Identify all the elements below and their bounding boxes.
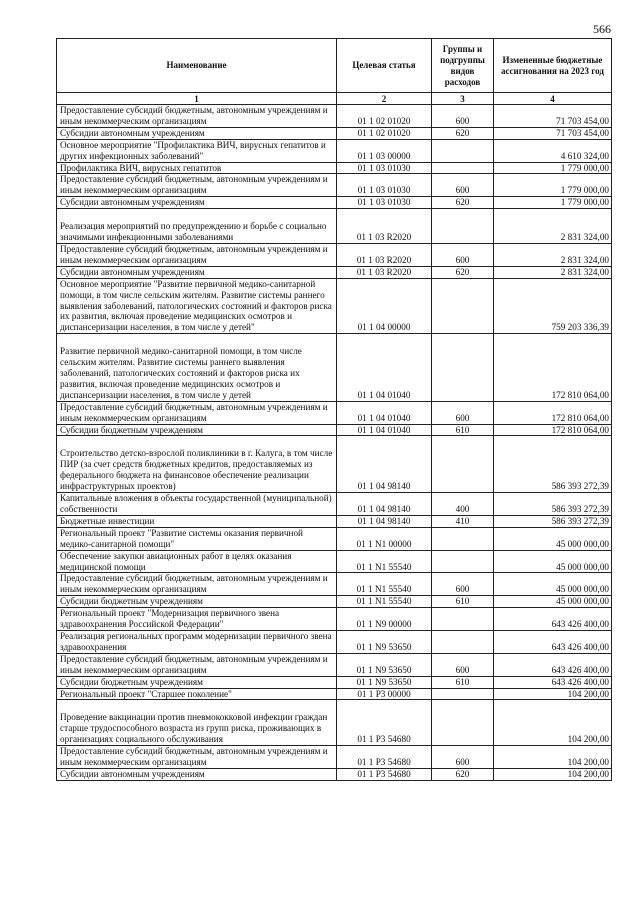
table-row [57, 573, 612, 596]
table-row [57, 209, 612, 244]
table-row [57, 527, 612, 550]
row-target-code: 01 1 04 01040 [337, 424, 432, 436]
row-name: Предоставление субсидий бюджетным, автономным учреждениям и иным некоммерческим организациям [57, 401, 337, 424]
row-amount: 2 831 324,00 [494, 266, 612, 278]
row-name: Развитие первичной медико-санитарной помощи, в том числе сельским жителям. Развитие системы раннего выявления заболеваний, патологических состояний и факторов риска их развития, включая проведение медицинских осмотров и диспансеризации населения, в том числе у детей [57, 334, 337, 402]
row-expense-group [432, 688, 494, 700]
table-header [57, 39, 612, 105]
table-row [57, 768, 612, 780]
row-amount: 586 393 272,39 [494, 493, 612, 516]
page-number: 566 [593, 22, 611, 36]
row-expense-group [432, 334, 494, 402]
row-target-code: 01 1 03 00000 [337, 139, 432, 162]
row-name: Профилактика ВИЧ, вирусных гепатитов [57, 162, 337, 174]
row-expense-group [432, 550, 494, 573]
row-name: Основное мероприятие "Профилактика ВИЧ, вирусных гепатитов и других инфекционных заболеваний" [57, 139, 337, 162]
row-name: Субсидии автономным учреждениям [57, 266, 337, 278]
row-expense-group: 620 [432, 266, 494, 278]
row-amount: 586 393 272,39 [494, 436, 612, 493]
row-target-code: 01 1 02 01020 [337, 127, 432, 139]
row-target-code: 01 1 03 R2020 [337, 266, 432, 278]
row-amount: 643 426 400,00 [494, 630, 612, 653]
row-expense-group: 620 [432, 768, 494, 780]
row-amount: 643 426 400,00 [494, 608, 612, 631]
row-name: Региональный проект "Развитие системы оказания первичной медико-санитарной помощи" [57, 527, 337, 550]
row-expense-group: 600 [432, 174, 494, 197]
row-name: Субсидии бюджетным учреждениям [57, 596, 337, 608]
row-expense-group [432, 209, 494, 244]
table-row [57, 746, 612, 769]
row-amount: 759 203 336,39 [494, 278, 612, 334]
header-amount-2023: Измененные бюджетные ассигнования на 2023 год [494, 39, 612, 93]
row-expense-group [432, 630, 494, 653]
table-row [57, 401, 612, 424]
row-expense-group [432, 700, 494, 746]
row-name: Региональный проект "Старшее поколение" [57, 688, 337, 700]
row-expense-group: 600 [432, 573, 494, 596]
budget-table [56, 38, 612, 781]
row-amount: 45 000 000,00 [494, 573, 612, 596]
row-expense-group: 600 [432, 746, 494, 769]
table-row [57, 278, 612, 334]
table-row [57, 653, 612, 676]
table-row [57, 436, 612, 493]
row-name: Основное мероприятие "Развитие первичной медико-санитарной помощи, в том числе сельским жителям. Развитие системы раннего выявления заболеваний, патологических состояний и факторов риска их развития, включая проведение медицинских осмотров и диспансеризации населения, в том числе у детей" [57, 278, 337, 334]
row-name: Предоставление субсидий бюджетным, автономным учреждениям и иным некоммерческим организациям [57, 243, 337, 266]
row-name: Предоставление субсидий бюджетным, автономным учреждениям и иным некоммерческим организациям [57, 653, 337, 676]
table-row [57, 127, 612, 139]
row-target-code: 01 1 P3 54680 [337, 768, 432, 780]
row-amount: 104 200,00 [494, 746, 612, 769]
row-target-code: 01 1 N1 55540 [337, 573, 432, 596]
row-expense-group [432, 527, 494, 550]
row-target-code: 01 1 02 01020 [337, 105, 432, 128]
row-amount: 104 200,00 [494, 768, 612, 780]
row-target-code: 01 1 03 R2020 [337, 243, 432, 266]
table-row [57, 676, 612, 688]
row-amount: 2 831 324,00 [494, 243, 612, 266]
row-target-code: 01 1 03 R2020 [337, 209, 432, 244]
row-name: Капитальные вложения в объекты государственной (муниципальной) собственности [57, 493, 337, 516]
row-amount: 45 000 000,00 [494, 527, 612, 550]
row-target-code: 01 1 03 01030 [337, 174, 432, 197]
header-name: Наименование [57, 39, 337, 93]
header-expense-groups: Группы и подгруппы видов расходов [432, 39, 494, 93]
row-name: Субсидии бюджетным учреждениям [57, 424, 337, 436]
row-target-code: 01 1 N9 53650 [337, 653, 432, 676]
row-amount: 172 810 064,00 [494, 401, 612, 424]
table-row [57, 596, 612, 608]
table-row [57, 608, 612, 631]
row-target-code: 01 1 04 01040 [337, 334, 432, 402]
row-amount: 1 779 000,00 [494, 174, 612, 197]
row-expense-group: 600 [432, 243, 494, 266]
row-expense-group [432, 436, 494, 493]
row-target-code: 01 1 03 01030 [337, 197, 432, 209]
row-expense-group: 600 [432, 105, 494, 128]
table-row [57, 197, 612, 209]
row-name: Субсидии бюджетным учреждениям [57, 676, 337, 688]
row-name: Реализация региональных программ модернизации первичного звена здравоохранения [57, 630, 337, 653]
table-body [57, 105, 612, 781]
table-row [57, 105, 612, 128]
row-target-code: 01 1 N9 53650 [337, 630, 432, 653]
row-name: Субсидии автономным учреждениям [57, 127, 337, 139]
row-expense-group [432, 608, 494, 631]
table-row [57, 493, 612, 516]
row-amount: 71 703 454,00 [494, 127, 612, 139]
row-amount: 4 610 324,00 [494, 139, 612, 162]
row-name: Реализация мероприятий по предупреждению и борьбе с социально значимыми инфекционными заболеваниями [57, 209, 337, 244]
row-name: Проведение вакцинации против пневмококковой инфекции граждан старше трудоспособного возраста из групп риска, проживающих в организациях социального обслуживания [57, 700, 337, 746]
row-amount: 172 810 064,00 [494, 424, 612, 436]
row-name: Предоставление субсидий бюджетным, автономным учреждениям и иным некоммерческим организациям [57, 573, 337, 596]
row-expense-group [432, 278, 494, 334]
row-name: Предоставление субсидий бюджетным, автономным учреждениям и иным некоммерческим организациям [57, 174, 337, 197]
table-row [57, 550, 612, 573]
row-amount: 45 000 000,00 [494, 596, 612, 608]
header-col-number: 2 [337, 93, 432, 105]
row-amount: 1 779 000,00 [494, 162, 612, 174]
row-expense-group [432, 139, 494, 162]
row-amount: 71 703 454,00 [494, 105, 612, 128]
row-expense-group: 410 [432, 515, 494, 527]
table-row [57, 266, 612, 278]
row-amount: 586 393 272,39 [494, 515, 612, 527]
row-expense-group: 610 [432, 676, 494, 688]
row-expense-group: 610 [432, 596, 494, 608]
header-col-number: 4 [494, 93, 612, 105]
row-amount: 104 200,00 [494, 688, 612, 700]
table-row [57, 162, 612, 174]
row-name: Обеспечение закупки авиационных работ в целях оказания медицинской помощи [57, 550, 337, 573]
row-amount: 643 426 400,00 [494, 676, 612, 688]
table-row [57, 174, 612, 197]
row-target-code: 01 1 N1 00000 [337, 527, 432, 550]
row-expense-group: 620 [432, 197, 494, 209]
row-target-code: 01 1 P3 54680 [337, 746, 432, 769]
table-row [57, 334, 612, 402]
row-expense-group [432, 162, 494, 174]
row-target-code: 01 1 N9 00000 [337, 608, 432, 631]
row-amount: 2 831 324,00 [494, 209, 612, 244]
header-col-number: 3 [432, 93, 494, 105]
table-row [57, 139, 612, 162]
row-name: Предоставление субсидий бюджетным, автономным учреждениям и иным некоммерческим организациям [57, 746, 337, 769]
row-expense-group: 600 [432, 653, 494, 676]
row-name: Строительство детско-взрослой поликлиники в г. Калуга, в том числе ПИР (за счет средств бюджетных кредитов, предоставляемых из федерального бюджета на финансовое обеспечение реализации инфраструктурных проектов) [57, 436, 337, 493]
row-expense-group: 620 [432, 127, 494, 139]
table-row [57, 700, 612, 746]
row-expense-group: 610 [432, 424, 494, 436]
row-target-code: 01 1 03 01030 [337, 162, 432, 174]
row-expense-group: 400 [432, 493, 494, 516]
row-target-code: 01 1 P3 54680 [337, 700, 432, 746]
row-name: Субсидии автономным учреждениям [57, 768, 337, 780]
row-target-code: 01 1 04 98140 [337, 515, 432, 527]
row-amount: 643 426 400,00 [494, 653, 612, 676]
row-target-code: 01 1 P3 00000 [337, 688, 432, 700]
table-row [57, 515, 612, 527]
row-amount: 1 779 000,00 [494, 197, 612, 209]
row-amount: 104 200,00 [494, 700, 612, 746]
row-target-code: 01 1 04 98140 [337, 436, 432, 493]
header-col-number: 1 [57, 93, 337, 105]
row-amount: 45 000 000,00 [494, 550, 612, 573]
table-row [57, 243, 612, 266]
row-target-code: 01 1 04 01040 [337, 401, 432, 424]
row-name: Бюджетные инвестиции [57, 515, 337, 527]
row-target-code: 01 1 N1 55540 [337, 596, 432, 608]
row-name: Предоставление субсидий бюджетным, автономным учреждениям и иным некоммерческим организациям [57, 105, 337, 128]
row-amount: 172 810 064,00 [494, 334, 612, 402]
row-name: Региональный проект "Модернизация первичного звена здравоохранения Российской Федерации" [57, 608, 337, 631]
table-row [57, 630, 612, 653]
table-row [57, 424, 612, 436]
row-target-code: 01 1 04 98140 [337, 493, 432, 516]
header-target-article: Целевая статья [337, 39, 432, 93]
table-row [57, 688, 612, 700]
row-expense-group: 600 [432, 401, 494, 424]
row-target-code: 01 1 N9 53650 [337, 676, 432, 688]
row-target-code: 01 1 04 00000 [337, 278, 432, 334]
row-name: Субсидии автономным учреждениям [57, 197, 337, 209]
row-target-code: 01 1 N1 55540 [337, 550, 432, 573]
